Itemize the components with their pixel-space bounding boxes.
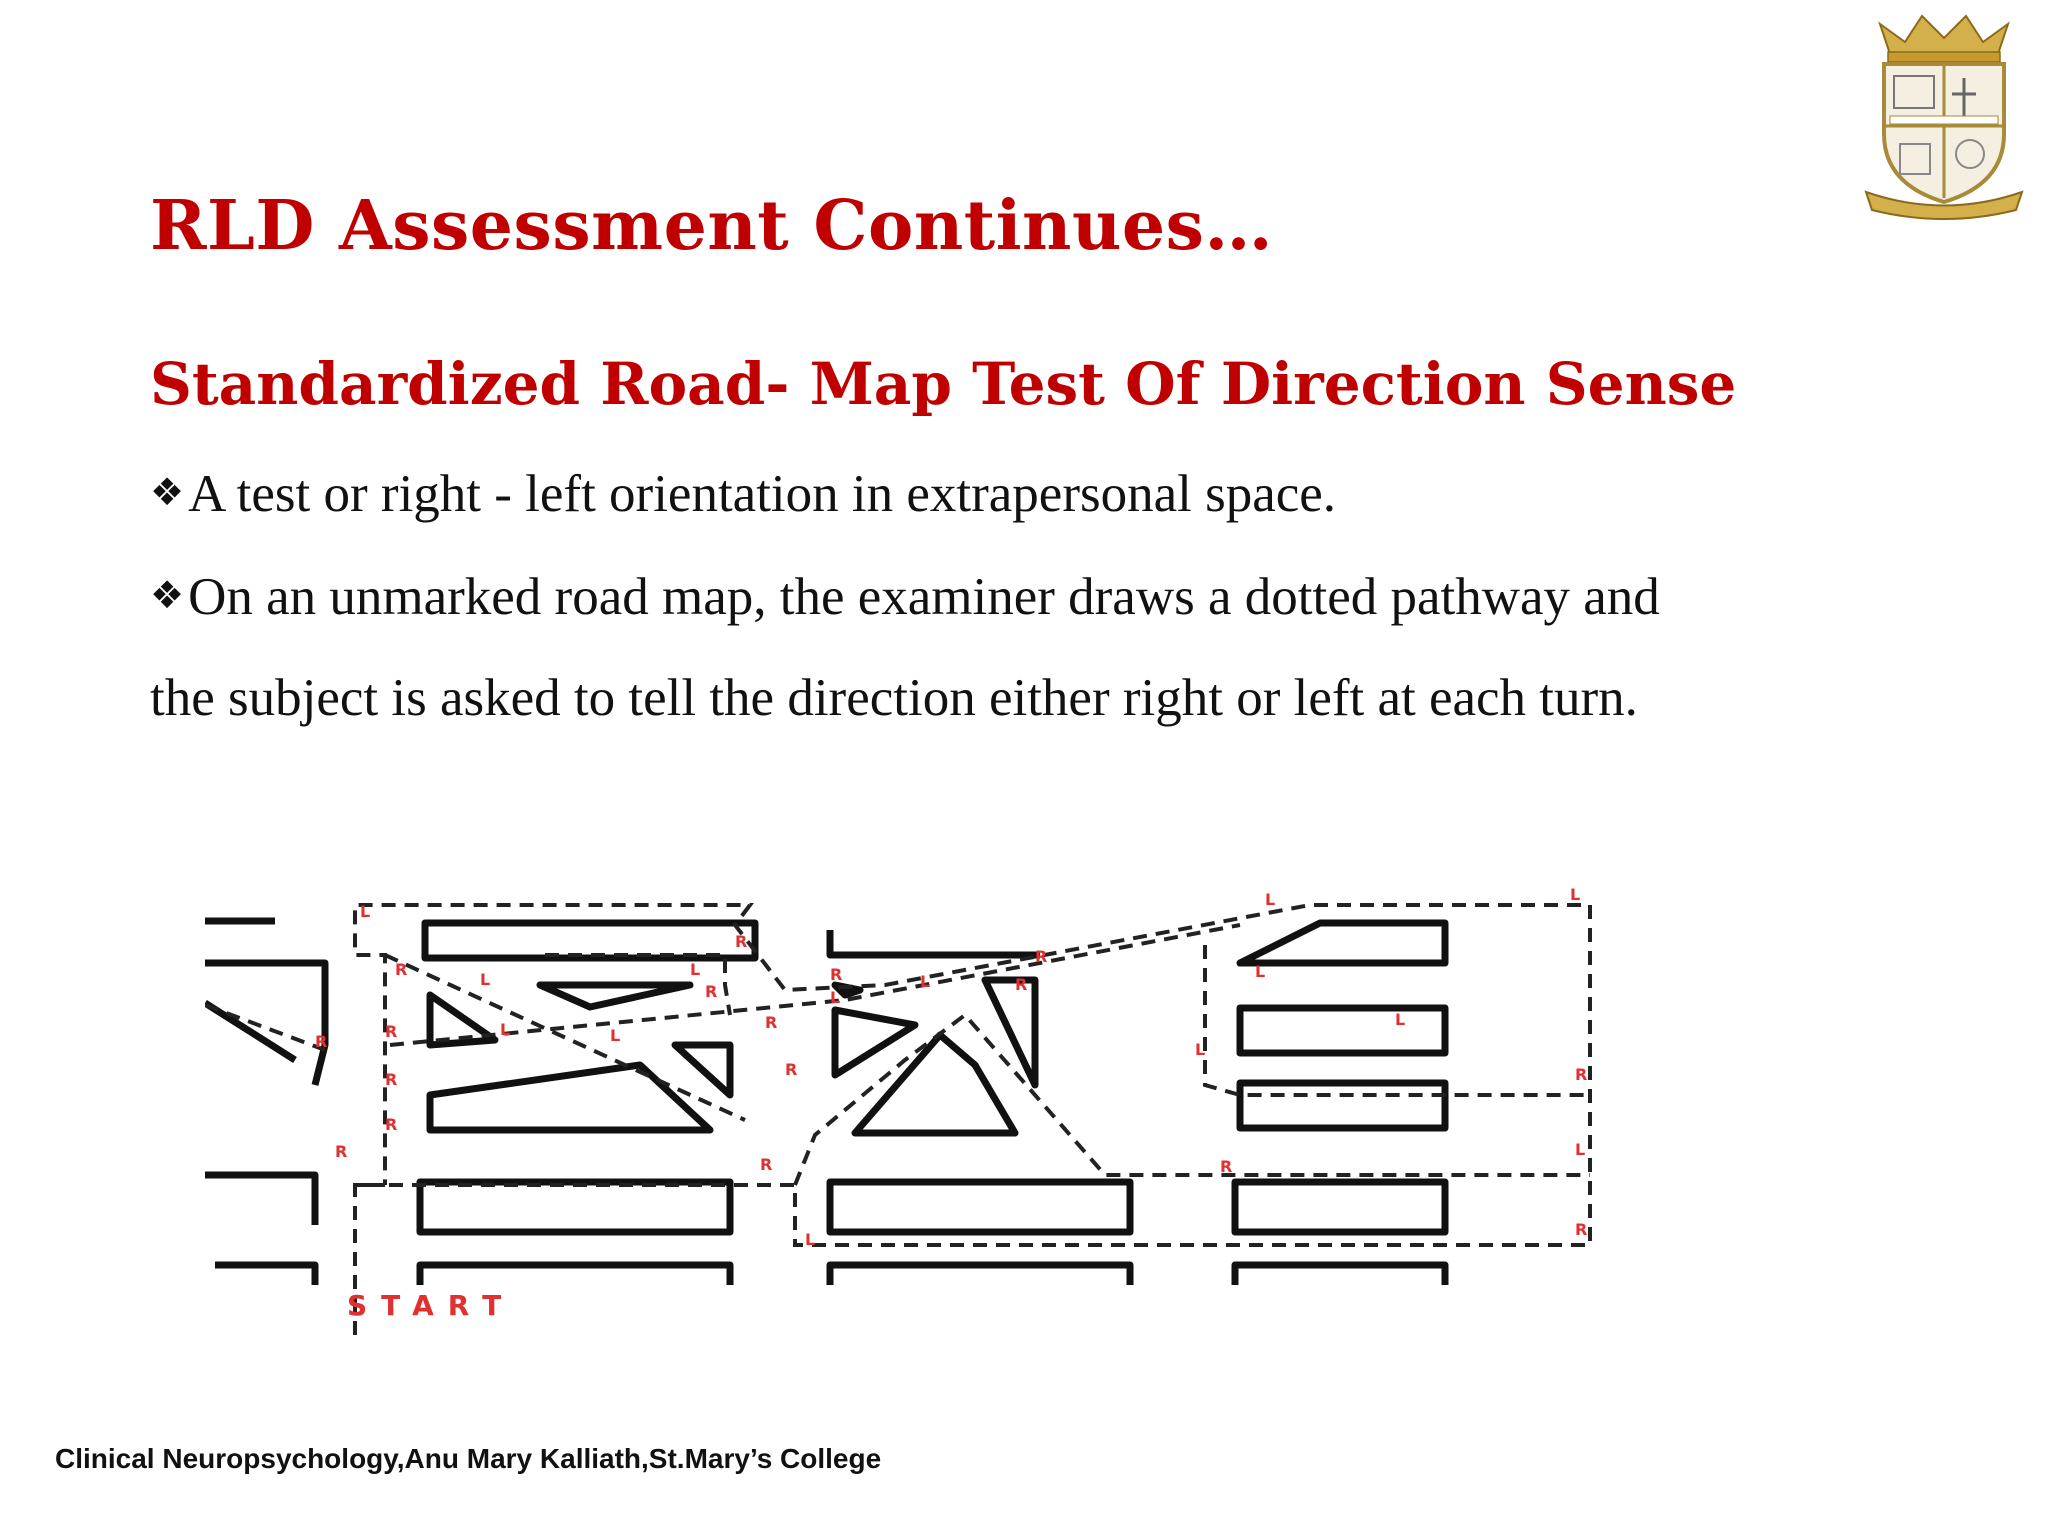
svg-text:L: L (360, 902, 371, 921)
svg-text:R: R (395, 960, 408, 979)
svg-text:L: L (830, 988, 841, 1007)
svg-text:L: L (480, 970, 491, 989)
svg-text:L: L (1395, 1010, 1406, 1029)
svg-text:R: R (705, 982, 718, 1001)
road-map-figure (205, 885, 1620, 1340)
svg-text:L: L (500, 1020, 511, 1039)
svg-text:L: L (1570, 885, 1581, 904)
svg-text:R: R (735, 932, 748, 951)
svg-text:L: L (920, 972, 931, 991)
bullet-continuation: the subject is asked to tell the direction either right or left at each turn. (150, 669, 1638, 727)
svg-text:L: L (1575, 1140, 1586, 1159)
bullet-text: A test or right - left orientation in extrapersonal space. (188, 465, 1337, 523)
svg-text:L: L (1195, 1040, 1206, 1059)
bullet-diamond-icon: ❖ (150, 470, 185, 514)
svg-text:R: R (1575, 1220, 1588, 1239)
svg-text:R: R (830, 965, 843, 984)
svg-text:R: R (315, 1032, 328, 1051)
svg-text:R: R (1035, 947, 1048, 966)
svg-text:L: L (805, 1230, 816, 1249)
svg-text:L: L (690, 960, 701, 979)
svg-text:R: R (1575, 1065, 1588, 1084)
slide-title: RLD Assessment Continues… (150, 186, 1273, 266)
svg-text:R: R (1015, 975, 1028, 994)
svg-text:R: R (385, 1070, 398, 1089)
slide-footer: Clinical Neuropsychology,Anu Mary Kalliath,St.Mary’s College (55, 1443, 882, 1474)
college-crest-icon (1860, 14, 2028, 220)
svg-text:R: R (385, 1022, 398, 1041)
slide-subtitle: Standardized Road- Map Test Of Direction Sense (150, 350, 1737, 418)
svg-text:L: L (610, 1026, 621, 1045)
bullet-item (150, 568, 1660, 626)
svg-text:R: R (765, 1013, 778, 1032)
bullet-text: On an unmarked road map, the examiner draws a dotted pathway and (188, 568, 1660, 626)
bullet-diamond-icon: ❖ (150, 573, 185, 617)
svg-text:R: R (785, 1060, 798, 1079)
svg-text:R: R (385, 1115, 398, 1134)
svg-text:L: L (1265, 890, 1276, 909)
bullet-item (150, 465, 1337, 523)
svg-text:R: R (335, 1142, 348, 1161)
svg-text:L: L (1255, 962, 1266, 981)
svg-text:R: R (760, 1155, 773, 1174)
map-start-label: START (347, 1289, 516, 1322)
svg-text:R: R (1220, 1157, 1233, 1176)
